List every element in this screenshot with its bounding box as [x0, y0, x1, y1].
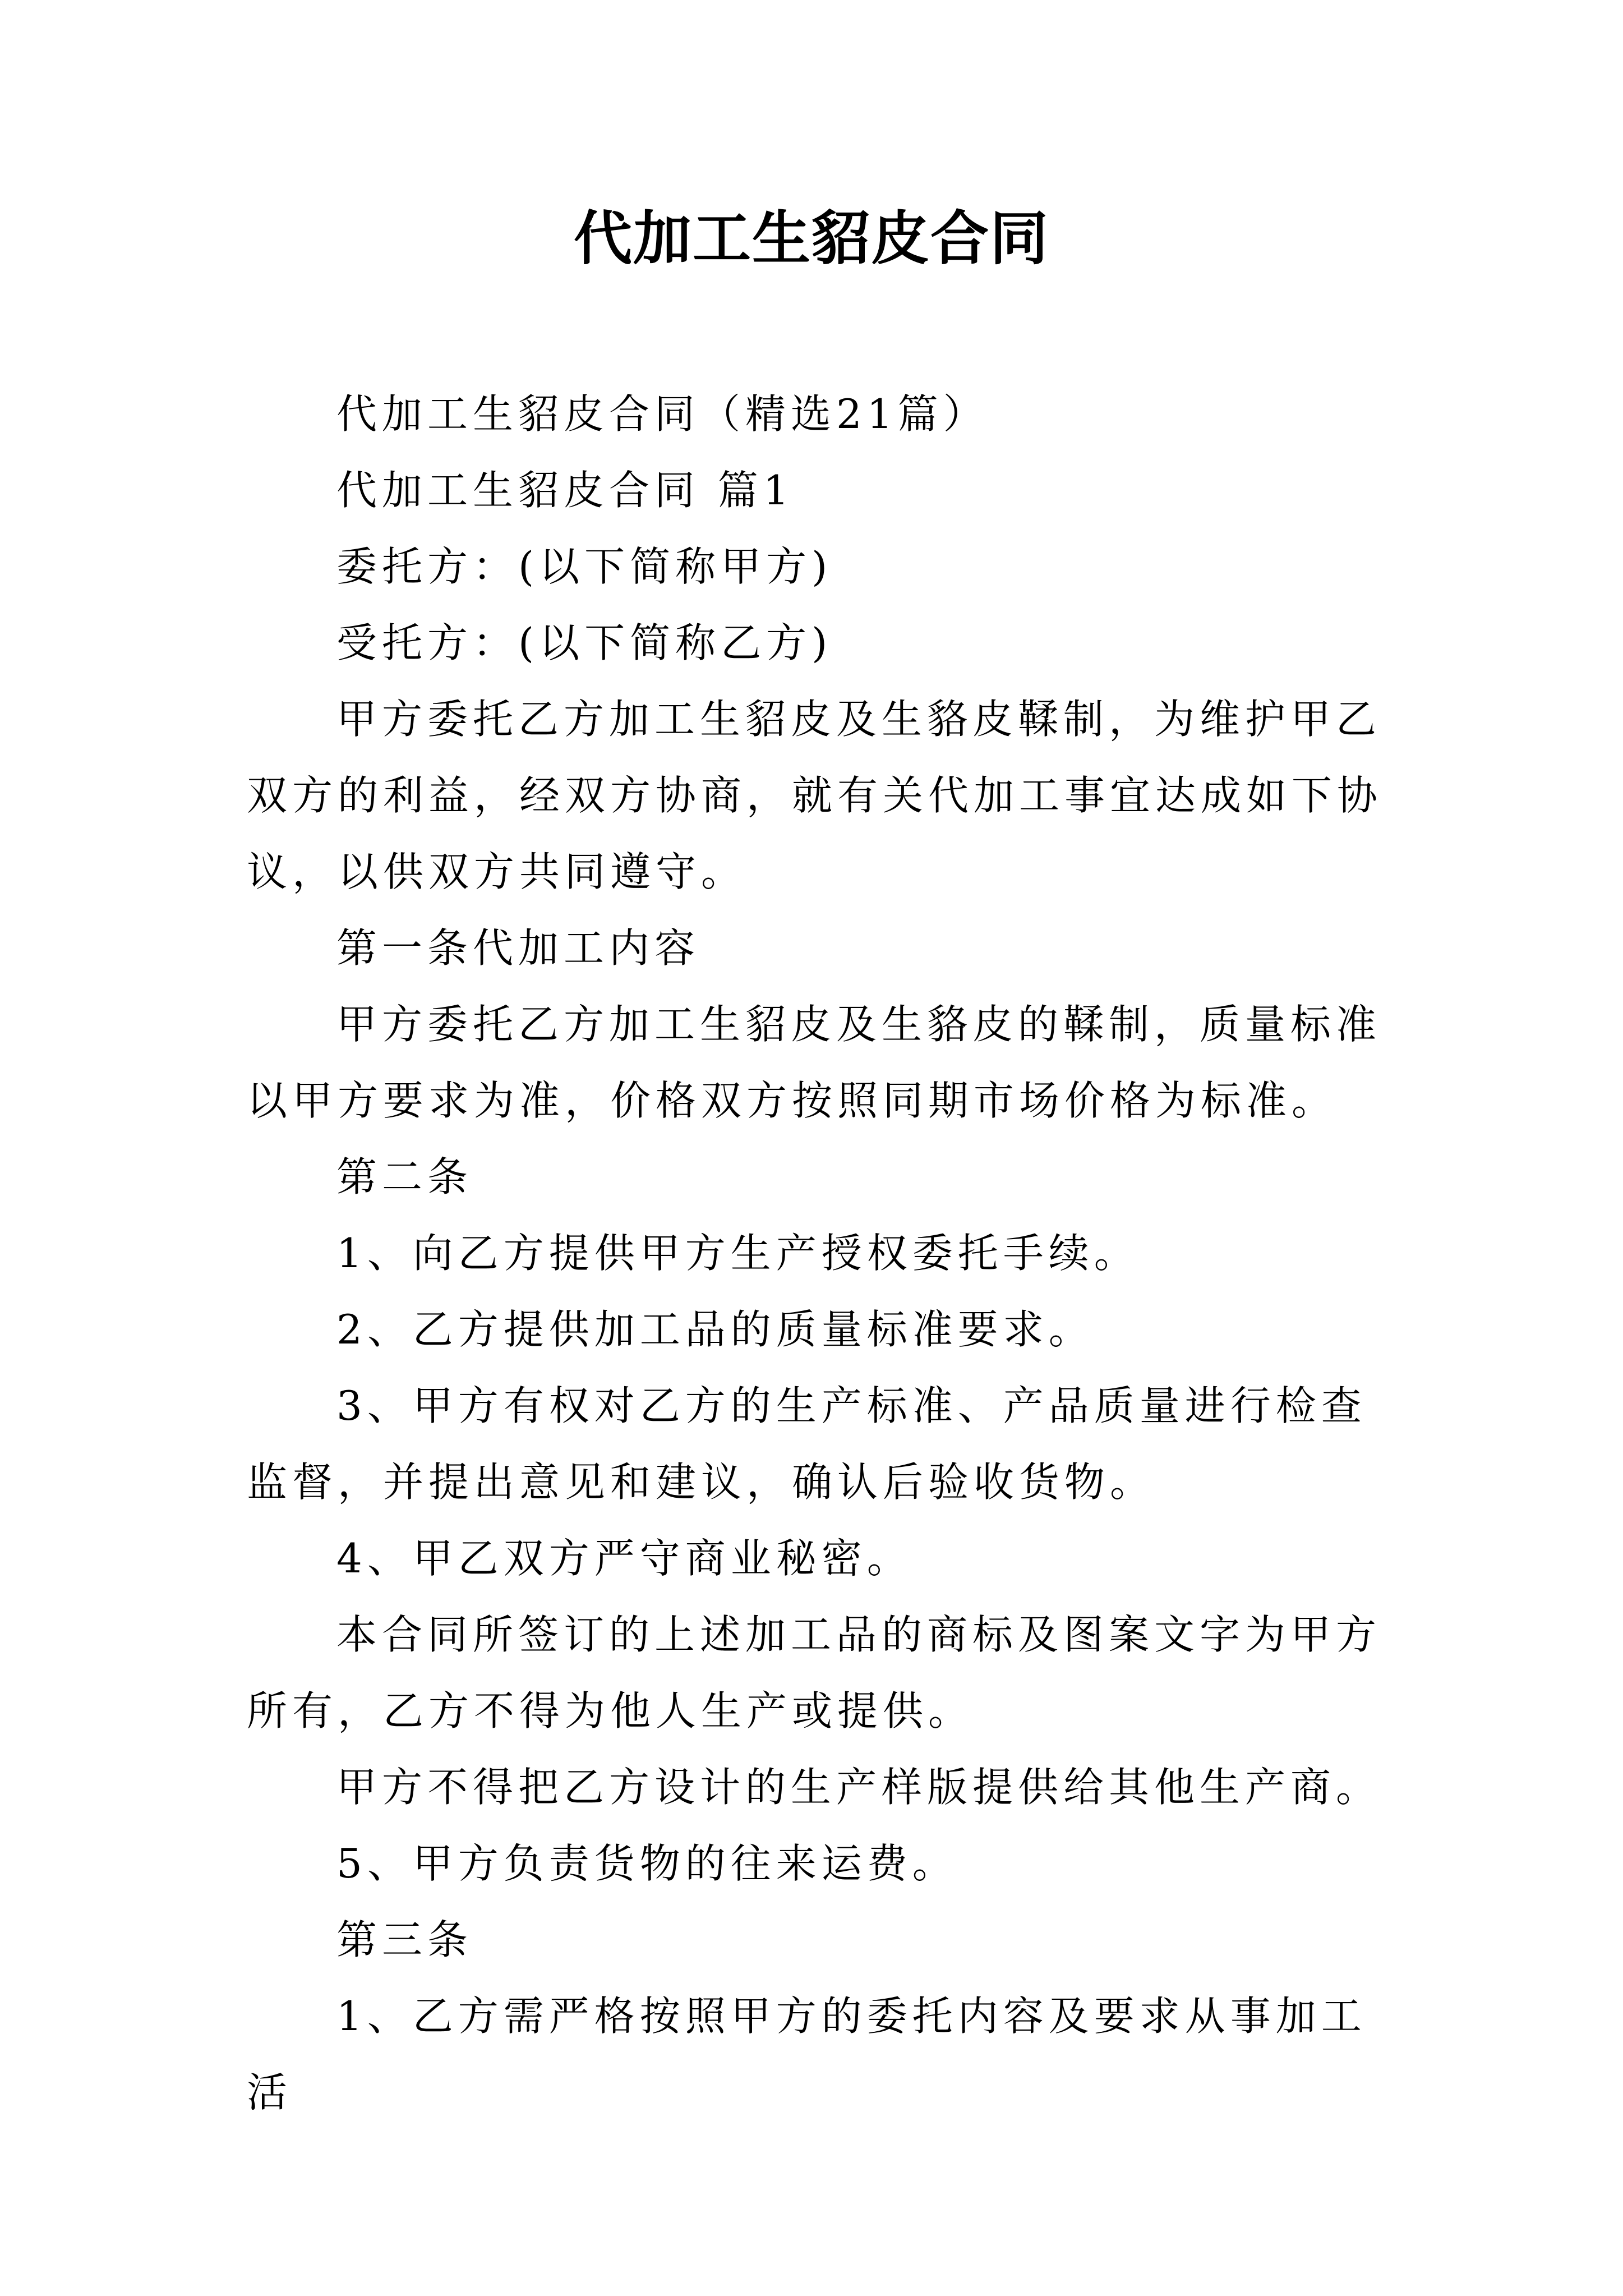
document-body: [247, 376, 1391, 2131]
paragraph-article-2-item-1: 1、向乙方提供甲方生产授权委托手续。: [336, 1230, 1140, 1277]
paragraph-article-2-item-5: 5、甲方负责货物的往来运费。: [336, 1840, 958, 1887]
paragraph-article-2-heading: 第二条: [336, 1153, 473, 1200]
paragraph-preamble: 甲方委托乙方加工生貂皮及生貉皮鞣制，为维护甲乙双方的利益，经双方协商，就有关代加工事宜达成如下协议，以供双方共同遵守。: [247, 696, 1383, 895]
paragraph-article-1-heading: 第一条代加工内容: [336, 924, 700, 972]
paragraph-article-2-item-4: 4、甲乙双方严守商业秘密。: [336, 1535, 912, 1582]
paragraph-article-1-content: 甲方委托乙方加工生貂皮及生貉皮的鞣制，质量标准以甲方要求为准，价格双方按照同期市场价格为标准。: [247, 1001, 1382, 1124]
paragraph-trademark-clause: 本合同所签订的上述加工品的商标及图案文字为甲方所有，乙方不得为他人生产或提供。: [247, 1611, 1382, 1734]
paragraph-article-2-item-2: 2、乙方提供加工品的质量标准要求。: [336, 1306, 1094, 1353]
paragraph-contractor: 受托方：(以下简称乙方): [336, 619, 833, 666]
document-title: 代加工生貂皮合同: [573, 204, 1049, 273]
paragraph-client: 委托方：(以下简称甲方): [336, 543, 833, 590]
paragraph-section-heading: 代加工生貂皮合同 篇1: [336, 467, 794, 514]
paragraph-sample-clause: 甲方不得把乙方设计的生产样版提供给其他生产商。: [336, 1764, 1382, 1811]
paragraph-article-3-heading: 第三条: [336, 1916, 473, 1963]
paragraph-article-2-item-3: 3、甲方有权对乙方的生产标准、产品质量进行检查监督，并提出意见和建议，确认后验收货物。: [247, 1382, 1367, 1506]
paragraph-article-3-item-1: 1、乙方需严格按照甲方的委托内容及要求从事加工活: [247, 1993, 1367, 2116]
paragraph-subtitle: 代加工生貂皮合同（精选21篇）: [336, 390, 989, 438]
